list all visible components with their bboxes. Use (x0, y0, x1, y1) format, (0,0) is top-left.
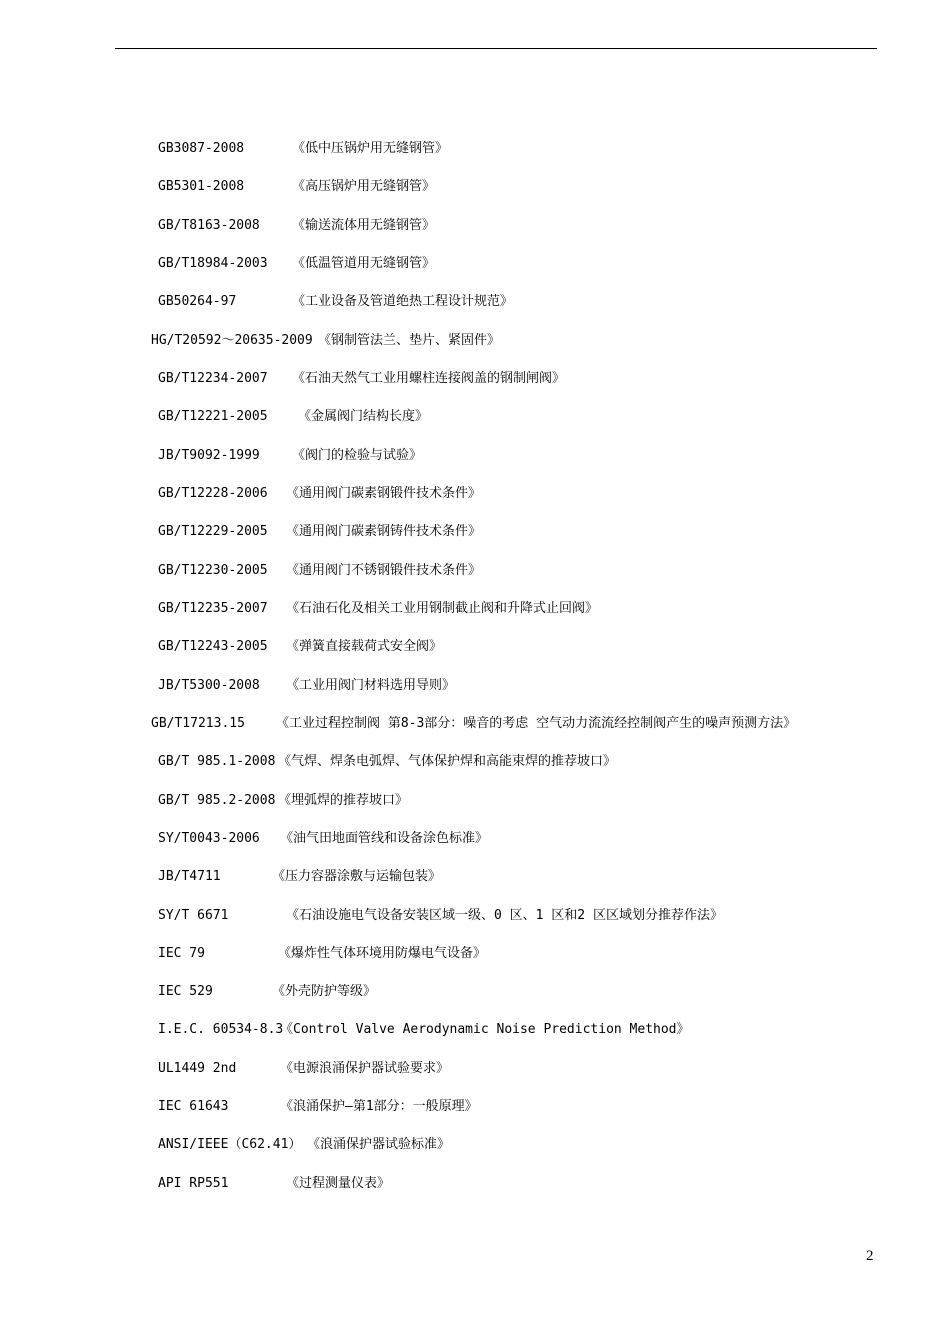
standard-code: IEC 79 (158, 946, 205, 961)
standard-code: GB/T 985.2-2008 (158, 793, 276, 808)
standard-code: SY/T0043-2006 (158, 831, 260, 846)
standard-title: 《工业用阀门材料选用导则》 (286, 678, 456, 693)
page-number: 2 (866, 1248, 874, 1264)
standard-title: 《工业设备及管道绝热工程设计规范》 (292, 294, 514, 309)
standard-code: GB/T12243-2005 (158, 639, 268, 654)
standard-code: HG/T20592～20635-2009 (151, 333, 313, 348)
header-rule (115, 48, 877, 49)
standard-code: GB/T17213.15 (151, 716, 245, 731)
standard-code: GB50264-97 (158, 294, 237, 309)
standard-title: 《石油设施电气设备安装区域一级、0 区、1 区和2 区区域划分推荐作法》 (286, 908, 723, 923)
standard-code: GB/T8163-2008 (158, 218, 260, 233)
standard-title: 《通用阀门碳素钢锻件技术条件》 (286, 486, 482, 501)
standard-title: 《电源浪涌保护器试验要求》 (280, 1061, 450, 1076)
standard-code: JB/T9092-1999 (158, 448, 260, 463)
standard-title: 《低温管道用无缝钢管》 (292, 256, 436, 271)
standard-title: 《石油石化及相关工业用钢制截止阀和升降式止回阀》 (286, 601, 599, 616)
standard-code: JB/T5300-2008 (158, 678, 260, 693)
standard-title: 《气焊、焊条电弧焊、气体保护焊和高能束焊的推荐坡口》 (278, 754, 617, 769)
standard-title: 《工业过程控制阀 第8-3部分：噪音的考虑 空气动力流流经控制阀产生的噪声预测方法》 (276, 716, 797, 731)
standard-code: GB/T12230-2005 (158, 563, 268, 578)
standard-code: API RP551 (158, 1176, 229, 1191)
standard-code: GB/T12221-2005 (158, 409, 268, 424)
standard-title: 《钢制管法兰、垫片、紧固件》 (318, 333, 501, 348)
standard-code: GB/T18984-2003 (158, 256, 268, 271)
standard-code: GB5301-2008 (158, 179, 245, 194)
standard-title: 《浪涌保护—第1部分：一般原理》 (280, 1099, 478, 1114)
standard-title: 《高压锅炉用无缝钢管》 (292, 179, 436, 194)
standard-title: 《外壳防护等级》 (272, 984, 377, 999)
standard-title: 《Control Valve Aerodynamic Noise Prediction Method》 (280, 1022, 690, 1037)
standard-title: 《爆炸性气体环境用防爆电气设备》 (278, 946, 487, 961)
standard-code: UL1449 2nd (158, 1061, 237, 1076)
standard-title: 《通用阀门不锈钢锻件技术条件》 (286, 563, 482, 578)
standard-title: 《阀门的检验与试验》 (292, 448, 423, 463)
standard-code: I.E.C. 60534-8.3 (158, 1022, 284, 1037)
standard-code: JB/T4711 (158, 869, 221, 884)
standard-title: 《浪涌保护器试验标准》 (307, 1137, 451, 1152)
standard-title: 《埋弧焊的推荐坡口》 (278, 793, 409, 808)
standard-code: GB/T12234-2007 (158, 371, 268, 386)
standard-code: GB/T12235-2007 (158, 601, 268, 616)
standard-title: 《金属阀门结构长度》 (298, 409, 429, 424)
standard-code: IEC 61643 (158, 1099, 229, 1114)
standard-code: SY/T 6671 (158, 908, 229, 923)
standard-title: 《过程测量仪表》 (286, 1176, 391, 1191)
standard-title: 《石油天然气工业用螺柱连接阀盖的钢制闸阀》 (292, 371, 566, 386)
standard-code: GB3087-2008 (158, 141, 245, 156)
standard-code: GB/T12229-2005 (158, 524, 268, 539)
standard-title: 《压力容器涂敷与运输包装》 (272, 869, 442, 884)
standard-title: 《弹簧直接载荷式安全阀》 (286, 639, 443, 654)
standard-title: 《低中压锅炉用无缝钢管》 (292, 141, 449, 156)
standard-title: 《输送流体用无缝钢管》 (292, 218, 436, 233)
standard-code: GB/T 985.1-2008 (158, 754, 276, 769)
standard-title: 《通用阀门碳素钢铸件技术条件》 (286, 524, 482, 539)
standard-title: 《油气田地面管线和设备涂色标准》 (280, 831, 489, 846)
standard-code: ANSI/IEEE（C62.41） (158, 1137, 302, 1152)
standard-code: IEC 529 (158, 984, 213, 999)
standard-code: GB/T12228-2006 (158, 486, 268, 501)
